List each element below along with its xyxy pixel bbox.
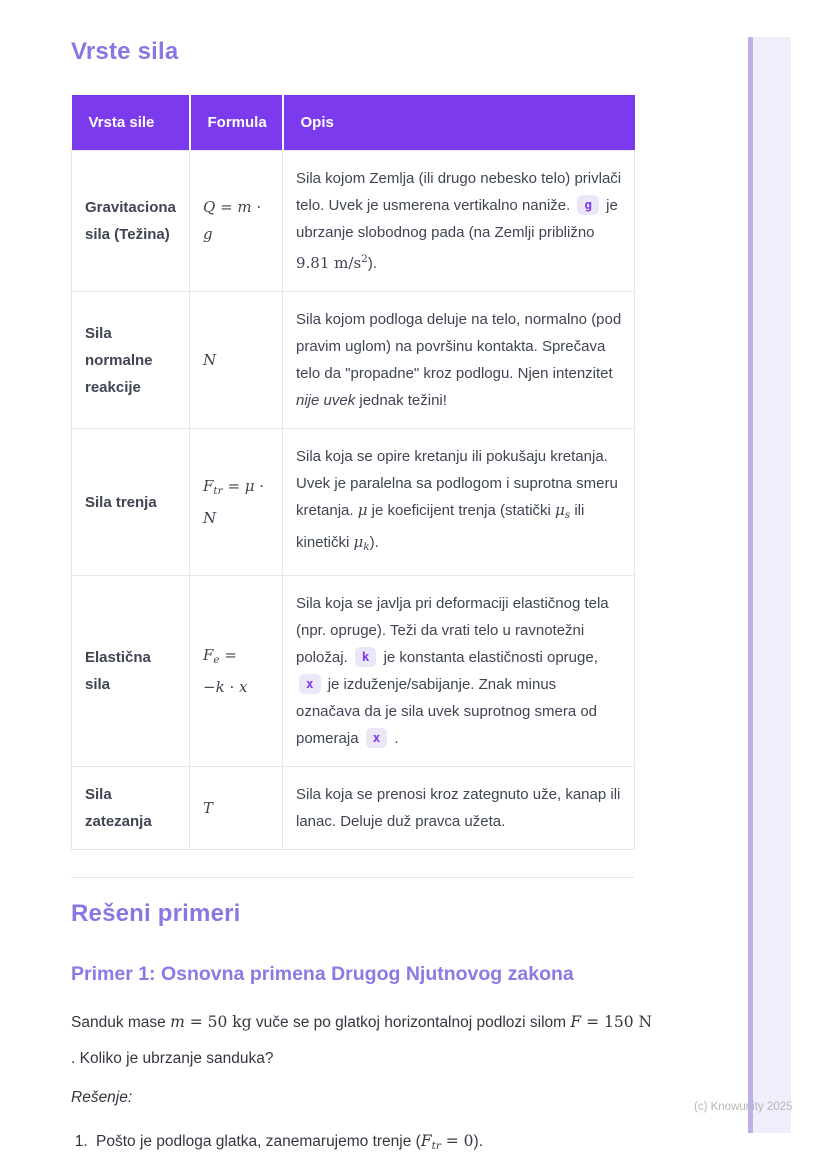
forces-table [71,95,635,850]
solution-step-1: 1. Pošto je podloga glatka, zanemarujemo trenje (Ftr = 0). [92,1131,634,1157]
force-description: Sila kojom Zemlja (ili drugo nebesko telo) privlači telo. Uvek je usmerena vertikalno naniže. g je ubrzanje slobodnog pada (na Zemlji približno 9.81 $m/s^2$). [283,151,635,292]
force-formula: $F_e$ = −k · x [190,576,283,767]
copyright-note: (c) Knowunity 2025 [694,1101,793,1113]
force-name: Gravitaciona sila (Težina) [72,151,190,292]
force-description: Sila koja se prenosi kroz zategnuto uže, kanap ili lanac. Deluje duž pravca užeta. [283,767,635,850]
force-description: Sila koja se opire kretanju ili pokušaju kretanja. Uvek je paralelna sa podlogom i suprotna smeru kretanja. μ je koeficijent trenja (statički $\mu_s$ ili kinetički $\mu_k$). [283,429,635,576]
force-name: Sila zatezanja [72,767,190,850]
force-name: Sila normalne reakcije [72,292,190,429]
page-title: Vrste sila [71,38,179,65]
document-content [71,0,653,1157]
col-header-vrsta-sile: Vrsta sile [72,95,190,151]
col-header-formula: Formula [190,95,283,151]
force-name: Sila trenja [72,429,190,576]
col-header-opis: Opis [283,95,635,151]
scrollbar-thumb[interactable] [748,37,753,1133]
table-row [72,576,635,767]
force-formula: $F_{tr} = \mu$ · N [190,429,283,576]
table-row [72,767,635,850]
solution-steps [71,1131,634,1157]
force-description: Sila kojom podloga deluje na telo, normalno (pod pravim uglom) na površinu kontakta. Sprečava telo da "propadne" kroz podlogu. Njen intenzitet nije uvek jednak težini! [283,292,635,429]
section-divider [71,877,634,878]
force-formula: Q = m · g [190,151,283,292]
solution-label: Rešenje: [71,1089,133,1106]
table-row [72,151,635,292]
table-row [72,429,635,576]
force-formula: T [190,767,283,850]
example-1-problem: Sanduk mase m = 50 kg vuče se po glatkoj horizontalnoj podlozi silom F = 150 N . Koliko je ubrzanje sanduka? [71,1013,653,1067]
table-header-row [72,95,635,151]
force-name: Elastična sila [72,576,190,767]
solved-examples-heading: Rešeni primeri [71,900,241,927]
force-formula: N [190,292,283,429]
force-description: Sila koja se javlja pri deformaciji elastičnog tela (npr. opruge). Teži da vrati telo u ravnotežni položaj. k je konstanta elastičnosti opruge, x je izduženje/sabijanje. Znak minus označava da je sila uvek suprotnog smera od pomeraja x . [283,576,635,767]
example-1-heading: Primer 1: Osnovna primena Drugog Njutnovog zakona [71,963,574,985]
scrollbar-track[interactable] [753,37,791,1133]
table-row [72,292,635,429]
